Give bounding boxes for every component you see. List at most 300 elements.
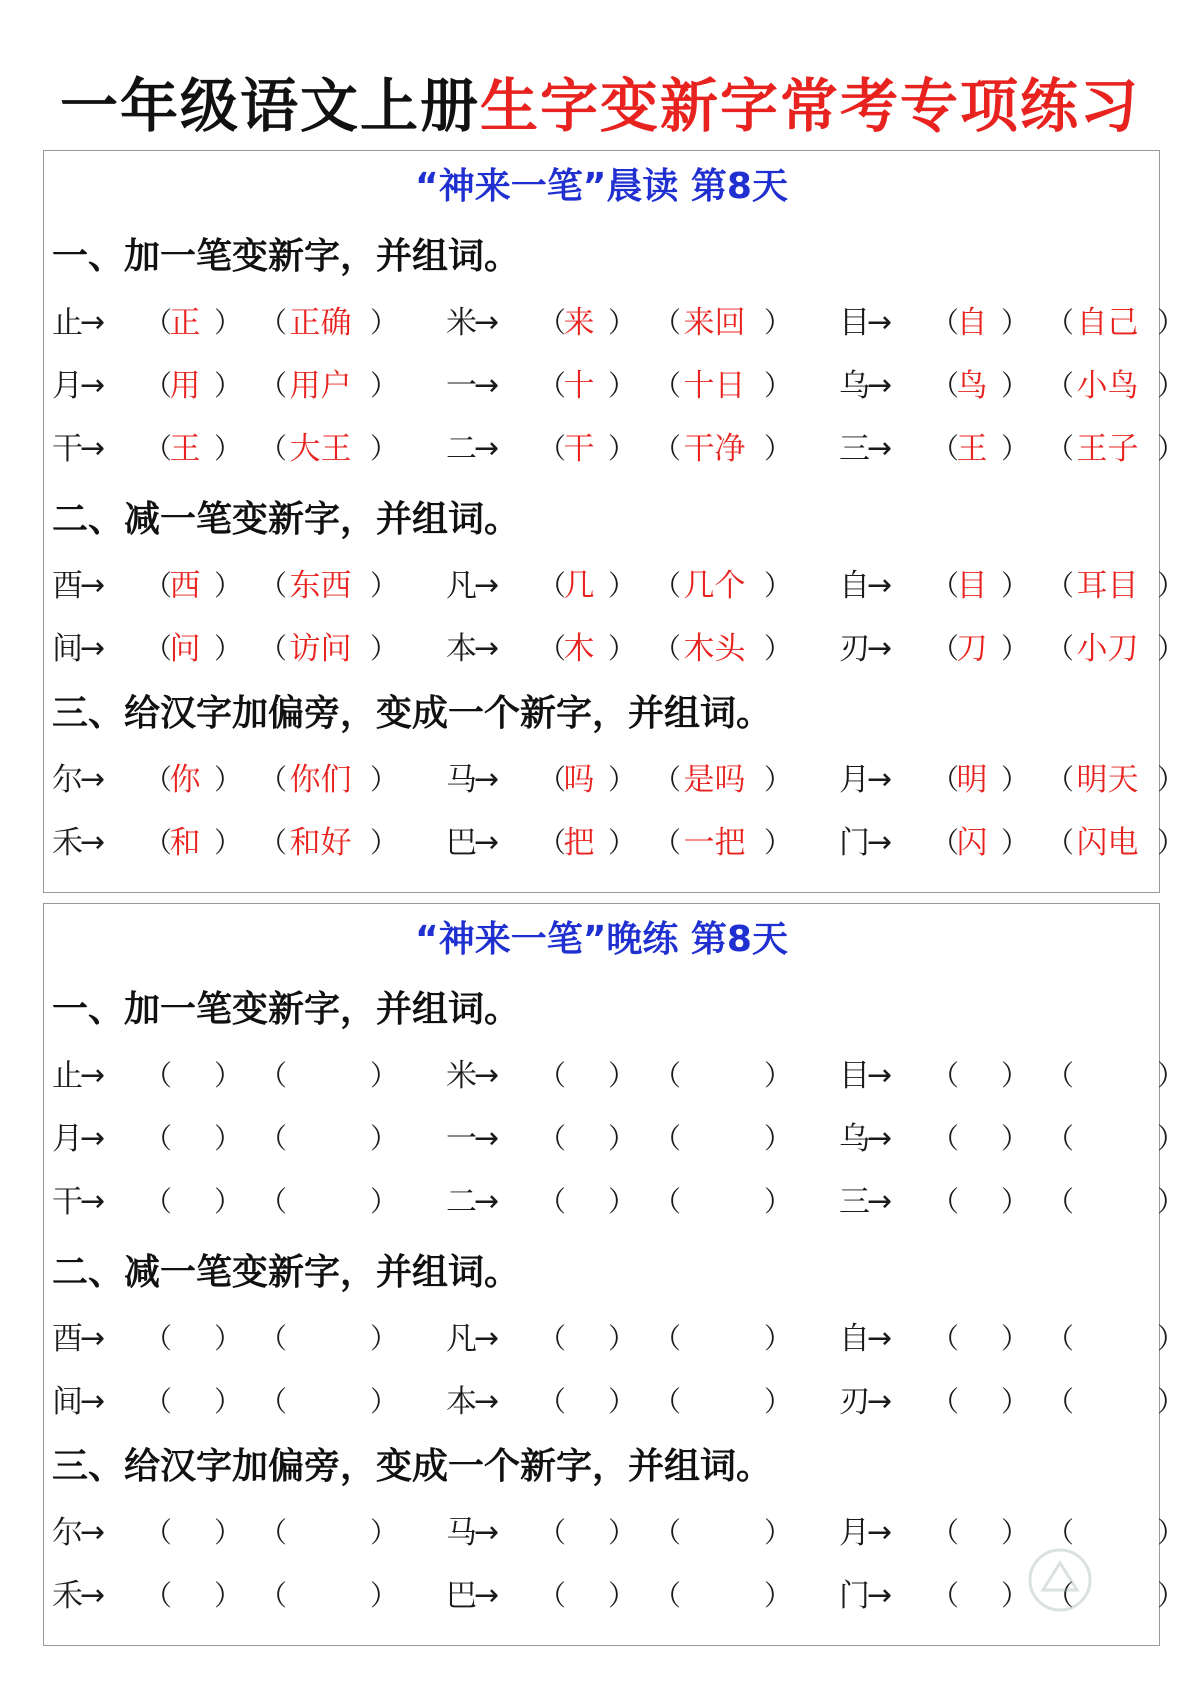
base-character: 止 xyxy=(52,305,83,341)
arrow-icon: → xyxy=(80,1578,106,1613)
paren-open: （ xyxy=(538,569,567,602)
paren-close: ） xyxy=(608,369,637,402)
answer-character: 正 xyxy=(169,305,201,341)
exercise-item xyxy=(839,1510,1200,1556)
paren-open: （ xyxy=(1046,369,1075,402)
paren-open: （ xyxy=(931,1516,960,1549)
arrow-icon: → xyxy=(867,1121,893,1156)
answer-character: 王 xyxy=(169,431,201,467)
answer-word: 小鸟 xyxy=(1076,368,1139,404)
exercise-item xyxy=(839,820,1200,866)
answer-word: 干净 xyxy=(683,431,746,467)
paren-open: （ xyxy=(653,1579,682,1612)
exercise-item xyxy=(52,1379,432,1425)
paren-open: （ xyxy=(653,1516,682,1549)
answer-character: 自 xyxy=(956,305,988,341)
paren-open: （ xyxy=(653,1322,682,1355)
paren-open: （ xyxy=(1046,432,1075,465)
paren-open: （ xyxy=(931,1059,960,1092)
exercise-item xyxy=(446,757,826,803)
exercise-item xyxy=(839,1573,1200,1619)
arrow-icon: → xyxy=(80,305,106,340)
paren-close: ） xyxy=(370,763,399,796)
answer-character: 木 xyxy=(563,631,595,667)
paren-close: ） xyxy=(370,569,399,602)
paren-open: （ xyxy=(259,632,288,665)
paren-open: （ xyxy=(144,569,173,602)
paren-open: （ xyxy=(144,1122,173,1155)
exercise-item xyxy=(52,757,432,803)
paren-open: （ xyxy=(259,569,288,602)
exercise-item xyxy=(839,363,1200,409)
paren-close: ） xyxy=(214,369,243,402)
exercise-item xyxy=(446,626,826,672)
exercise-item xyxy=(839,563,1200,609)
paren-open: （ xyxy=(1046,632,1075,665)
paren-close: ） xyxy=(1157,1322,1186,1355)
arrow-icon: → xyxy=(867,1384,893,1419)
answer-character: 用 xyxy=(169,368,201,404)
paren-close: ） xyxy=(1001,826,1030,859)
paren-close: ） xyxy=(1157,826,1186,859)
paren-open: （ xyxy=(144,763,173,796)
answer-character: 王 xyxy=(956,431,988,467)
paren-close: ） xyxy=(370,306,399,339)
paren-close: ） xyxy=(608,1385,637,1418)
exercise-item xyxy=(52,1510,432,1556)
paren-close: ） xyxy=(1001,1516,1030,1549)
paren-open: （ xyxy=(259,432,288,465)
paren-open: （ xyxy=(259,826,288,859)
arrow-icon: → xyxy=(474,825,500,860)
paren-open: （ xyxy=(538,1122,567,1155)
paren-open: （ xyxy=(653,1385,682,1418)
answer-word: 明天 xyxy=(1076,762,1139,798)
paren-close: ） xyxy=(1157,632,1186,665)
exercise-item xyxy=(446,563,826,609)
paren-close: ） xyxy=(764,306,793,339)
exercise-item xyxy=(446,426,826,472)
paren-open: （ xyxy=(144,1579,173,1612)
exercise-item xyxy=(446,1179,826,1225)
answer-word: 正确 xyxy=(289,305,352,341)
paren-close: ） xyxy=(370,1185,399,1218)
evening-practice-card xyxy=(43,903,1186,1646)
paren-close: ） xyxy=(764,1579,793,1612)
paren-close: ） xyxy=(1001,369,1030,402)
paren-close: ） xyxy=(764,632,793,665)
base-character: 干 xyxy=(52,1184,83,1220)
paren-open: （ xyxy=(931,1579,960,1612)
paren-open: （ xyxy=(259,763,288,796)
paren-close: ） xyxy=(370,826,399,859)
base-character: 巴 xyxy=(446,825,477,861)
paren-open: （ xyxy=(1046,1122,1075,1155)
paren-open: （ xyxy=(259,1516,288,1549)
paren-close: ） xyxy=(214,763,243,796)
base-character: 二 xyxy=(446,431,477,467)
arrow-icon: → xyxy=(474,1384,500,1419)
paren-close: ） xyxy=(1157,432,1186,465)
paren-close: ） xyxy=(1157,763,1186,796)
answer-character: 刀 xyxy=(956,631,988,667)
paren-open: （ xyxy=(653,826,682,859)
paren-open: （ xyxy=(1046,1185,1075,1218)
paren-open: （ xyxy=(653,1122,682,1155)
paren-open: （ xyxy=(538,1579,567,1612)
paren-close: ） xyxy=(764,1385,793,1418)
answer-word: 大王 xyxy=(289,431,352,467)
exercise-item xyxy=(52,363,432,409)
exercise-item xyxy=(52,1316,432,1362)
base-character: 米 xyxy=(446,305,477,341)
paren-close: ） xyxy=(1157,1059,1186,1092)
paren-close: ） xyxy=(370,369,399,402)
answer-character: 和 xyxy=(169,825,201,861)
exercise-item xyxy=(52,563,432,609)
paren-close: ） xyxy=(764,569,793,602)
page-title-part1: 一年级语文上册 xyxy=(59,72,480,140)
exercise-item xyxy=(446,1116,826,1162)
base-character: 门 xyxy=(839,825,870,861)
watermark-logo-icon xyxy=(1025,1545,1095,1615)
paren-close: ） xyxy=(1157,1122,1186,1155)
arrow-icon: → xyxy=(80,1121,106,1156)
base-character: 目 xyxy=(839,305,870,341)
answer-word: 一把 xyxy=(683,825,746,861)
exercise-item xyxy=(446,1510,826,1556)
paren-close: ） xyxy=(1157,1385,1186,1418)
paren-close: ） xyxy=(608,569,637,602)
answer-character: 问 xyxy=(169,631,201,667)
paren-open: （ xyxy=(931,1385,960,1418)
paren-close: ） xyxy=(1157,369,1186,402)
base-character: 月 xyxy=(52,368,83,404)
paren-open: （ xyxy=(144,369,173,402)
arrow-icon: → xyxy=(474,1321,500,1356)
paren-close: ） xyxy=(214,306,243,339)
exercise-item xyxy=(52,300,432,346)
paren-open: （ xyxy=(931,1322,960,1355)
answer-word: 访问 xyxy=(289,631,352,667)
paren-open: （ xyxy=(653,432,682,465)
paren-open: （ xyxy=(931,569,960,602)
base-character: 乌 xyxy=(839,1121,870,1157)
paren-open: （ xyxy=(538,306,567,339)
paren-open: （ xyxy=(931,369,960,402)
paren-close: ） xyxy=(1001,569,1030,602)
paren-close: ） xyxy=(608,632,637,665)
paren-close: ） xyxy=(1001,632,1030,665)
exercise-item xyxy=(839,1179,1200,1225)
paren-close: ） xyxy=(1001,763,1030,796)
paren-open: （ xyxy=(653,306,682,339)
arrow-icon: → xyxy=(474,762,500,797)
base-character: 自 xyxy=(839,1321,870,1357)
exercise-item xyxy=(839,1053,1200,1099)
paren-close: ） xyxy=(214,1122,243,1155)
answer-word: 东西 xyxy=(289,568,352,604)
paren-open: （ xyxy=(931,1185,960,1218)
base-character: 马 xyxy=(446,1515,477,1551)
base-character: 尔 xyxy=(52,1515,83,1551)
answer-character: 干 xyxy=(563,431,595,467)
answer-word: 耳目 xyxy=(1076,568,1139,604)
base-character: 三 xyxy=(839,431,870,467)
paren-close: ） xyxy=(608,432,637,465)
arrow-icon: → xyxy=(80,762,106,797)
paren-open: （ xyxy=(259,306,288,339)
paren-open: （ xyxy=(538,1185,567,1218)
paren-open: （ xyxy=(1046,1322,1075,1355)
paren-open: （ xyxy=(1046,1059,1075,1092)
paren-open: （ xyxy=(931,632,960,665)
arrow-icon: → xyxy=(867,431,893,466)
paren-open: （ xyxy=(1046,1516,1075,1549)
paren-close: ） xyxy=(608,306,637,339)
paren-close: ） xyxy=(608,826,637,859)
paren-close: ） xyxy=(608,1185,637,1218)
base-character: 巴 xyxy=(446,1578,477,1614)
page-title xyxy=(0,68,1200,144)
paren-open: （ xyxy=(259,1122,288,1155)
paren-close: ） xyxy=(608,1059,637,1092)
base-character: 自 xyxy=(839,568,870,604)
arrow-icon: → xyxy=(80,568,106,603)
paren-close: ） xyxy=(370,1059,399,1092)
paren-open: （ xyxy=(144,306,173,339)
paren-open: （ xyxy=(144,826,173,859)
paren-close: ） xyxy=(214,826,243,859)
paren-open: （ xyxy=(1046,306,1075,339)
paren-open: （ xyxy=(144,632,173,665)
paren-close: ） xyxy=(1001,1322,1030,1355)
arrow-icon: → xyxy=(474,1578,500,1613)
paren-close: ） xyxy=(214,569,243,602)
arrow-icon: → xyxy=(80,825,106,860)
paren-close: ） xyxy=(608,1516,637,1549)
evening-card-title: “神来一笔”晚练 第8天 xyxy=(415,919,788,960)
base-character: 刃 xyxy=(839,631,870,667)
arrow-icon: → xyxy=(80,431,106,466)
arrow-icon: → xyxy=(867,1515,893,1550)
paren-open: （ xyxy=(144,1385,173,1418)
base-character: 凡 xyxy=(446,568,477,604)
answer-character: 来 xyxy=(563,305,595,341)
paren-close: ） xyxy=(764,826,793,859)
paren-close: ） xyxy=(370,1122,399,1155)
exercise-item xyxy=(52,426,432,472)
answer-word: 王子 xyxy=(1076,431,1139,467)
paren-close: ） xyxy=(764,1322,793,1355)
arrow-icon: → xyxy=(867,1578,893,1613)
paren-open: （ xyxy=(1046,1579,1075,1612)
arrow-icon: → xyxy=(80,1184,106,1219)
paren-close: ） xyxy=(1157,306,1186,339)
exercise-item xyxy=(446,1379,826,1425)
exercise-item xyxy=(446,300,826,346)
base-character: 酉 xyxy=(52,568,83,604)
paren-open: （ xyxy=(931,763,960,796)
base-character: 月 xyxy=(839,1515,870,1551)
paren-open: （ xyxy=(1046,763,1075,796)
exercise-item xyxy=(52,820,432,866)
exercise-item xyxy=(446,820,826,866)
paren-close: ） xyxy=(214,1059,243,1092)
paren-close: ） xyxy=(1001,432,1030,465)
exercise-item xyxy=(446,1053,826,1099)
paren-open: （ xyxy=(538,763,567,796)
base-character: 米 xyxy=(446,1058,477,1094)
answer-word: 你们 xyxy=(289,762,352,798)
exercise-item xyxy=(839,300,1200,346)
base-character: 本 xyxy=(446,1384,477,1420)
base-character: 凡 xyxy=(446,1321,477,1357)
paren-open: （ xyxy=(653,763,682,796)
paren-close: ） xyxy=(1001,306,1030,339)
arrow-icon: → xyxy=(474,568,500,603)
base-character: 一 xyxy=(446,368,477,404)
paren-open: （ xyxy=(931,826,960,859)
paren-close: ） xyxy=(214,1385,243,1418)
answer-character: 闪 xyxy=(956,825,988,861)
paren-close: ） xyxy=(764,1185,793,1218)
paren-close: ） xyxy=(370,1385,399,1418)
morning-section-heading: 三、给汉字加偏旁，变成一个新字，并组词。 xyxy=(52,693,773,734)
answer-word: 自己 xyxy=(1076,305,1139,341)
arrow-icon: → xyxy=(474,431,500,466)
paren-close: ） xyxy=(214,1579,243,1612)
answer-word: 小刀 xyxy=(1076,631,1139,667)
page-title-part2: 生字变新字常考专项练习 xyxy=(480,72,1141,140)
paren-close: ） xyxy=(764,432,793,465)
base-character: 马 xyxy=(446,762,477,798)
base-character: 尔 xyxy=(52,762,83,798)
paren-open: （ xyxy=(259,1059,288,1092)
base-character: 月 xyxy=(52,1121,83,1157)
arrow-icon: → xyxy=(867,305,893,340)
exercise-item xyxy=(839,426,1200,472)
morning-section-heading: 二、减一笔变新字，并组词。 xyxy=(52,499,521,540)
exercise-item xyxy=(839,757,1200,803)
answer-character: 吗 xyxy=(563,762,595,798)
base-character: 二 xyxy=(446,1184,477,1220)
answer-word: 木头 xyxy=(683,631,746,667)
arrow-icon: → xyxy=(474,1184,500,1219)
base-character: 禾 xyxy=(52,825,83,861)
paren-close: ） xyxy=(1157,569,1186,602)
arrow-icon: → xyxy=(474,1058,500,1093)
exercise-item xyxy=(839,1379,1200,1425)
answer-character: 明 xyxy=(956,762,988,798)
exercise-item xyxy=(446,1573,826,1619)
paren-open: （ xyxy=(144,1322,173,1355)
morning-card-title: “神来一笔”晨读 第8天 xyxy=(415,166,788,207)
paren-open: （ xyxy=(144,1516,173,1549)
paren-close: ） xyxy=(1001,1385,1030,1418)
base-character: 目 xyxy=(839,1058,870,1094)
paren-close: ） xyxy=(370,1516,399,1549)
arrow-icon: → xyxy=(80,368,106,403)
paren-open: （ xyxy=(653,1059,682,1092)
morning-reading-card xyxy=(43,150,1186,893)
base-character: 三 xyxy=(839,1184,870,1220)
arrow-icon: → xyxy=(474,368,500,403)
arrow-icon: → xyxy=(80,1058,106,1093)
exercise-item xyxy=(52,1053,432,1099)
paren-open: （ xyxy=(538,1322,567,1355)
arrow-icon: → xyxy=(867,762,893,797)
paren-close: ） xyxy=(608,1322,637,1355)
paren-close: ） xyxy=(370,432,399,465)
answer-word: 闪电 xyxy=(1076,825,1139,861)
arrow-icon: → xyxy=(474,305,500,340)
arrow-icon: → xyxy=(80,1321,106,1356)
paren-close: ） xyxy=(608,1122,637,1155)
paren-close: ） xyxy=(214,1322,243,1355)
base-character: 乌 xyxy=(839,368,870,404)
evening-section-heading: 二、减一笔变新字，并组词。 xyxy=(52,1252,521,1293)
paren-close: ） xyxy=(214,632,243,665)
paren-close: ） xyxy=(764,1516,793,1549)
paren-close: ） xyxy=(1001,1122,1030,1155)
answer-character: 把 xyxy=(563,825,595,861)
exercise-item xyxy=(52,1116,432,1162)
paren-open: （ xyxy=(931,1122,960,1155)
evening-section-heading: 一、加一笔变新字，并组词。 xyxy=(52,989,521,1030)
arrow-icon: → xyxy=(867,568,893,603)
exercise-item xyxy=(52,1179,432,1225)
paren-close: ） xyxy=(608,1579,637,1612)
base-character: 间 xyxy=(52,1384,83,1420)
arrow-icon: → xyxy=(474,1121,500,1156)
base-character: 一 xyxy=(446,1121,477,1157)
exercise-item xyxy=(839,1316,1200,1362)
paren-open: （ xyxy=(144,1185,173,1218)
paren-open: （ xyxy=(931,306,960,339)
paren-open: （ xyxy=(538,826,567,859)
paren-open: （ xyxy=(653,1185,682,1218)
exercise-item xyxy=(52,626,432,672)
exercise-item xyxy=(839,626,1200,672)
paren-open: （ xyxy=(144,432,173,465)
paren-open: （ xyxy=(538,1516,567,1549)
arrow-icon: → xyxy=(867,825,893,860)
base-character: 酉 xyxy=(52,1321,83,1357)
paren-close: ） xyxy=(370,1579,399,1612)
answer-word: 和好 xyxy=(289,825,352,861)
exercise-item xyxy=(52,1573,432,1619)
paren-close: ） xyxy=(1157,1185,1186,1218)
arrow-icon: → xyxy=(474,631,500,666)
paren-close: ） xyxy=(1157,1579,1186,1612)
answer-character: 西 xyxy=(169,568,201,604)
answer-word: 来回 xyxy=(683,305,746,341)
paren-close: ） xyxy=(1157,1516,1186,1549)
paren-open: （ xyxy=(1046,1385,1075,1418)
paren-open: （ xyxy=(653,632,682,665)
paren-close: ） xyxy=(370,632,399,665)
paren-open: （ xyxy=(144,1059,173,1092)
arrow-icon: → xyxy=(80,1515,106,1550)
paren-close: ） xyxy=(370,1322,399,1355)
paren-close: ） xyxy=(1001,1185,1030,1218)
paren-open: （ xyxy=(538,1385,567,1418)
paren-close: ） xyxy=(214,1185,243,1218)
paren-open: （ xyxy=(259,369,288,402)
arrow-icon: → xyxy=(867,368,893,403)
base-character: 本 xyxy=(446,631,477,667)
